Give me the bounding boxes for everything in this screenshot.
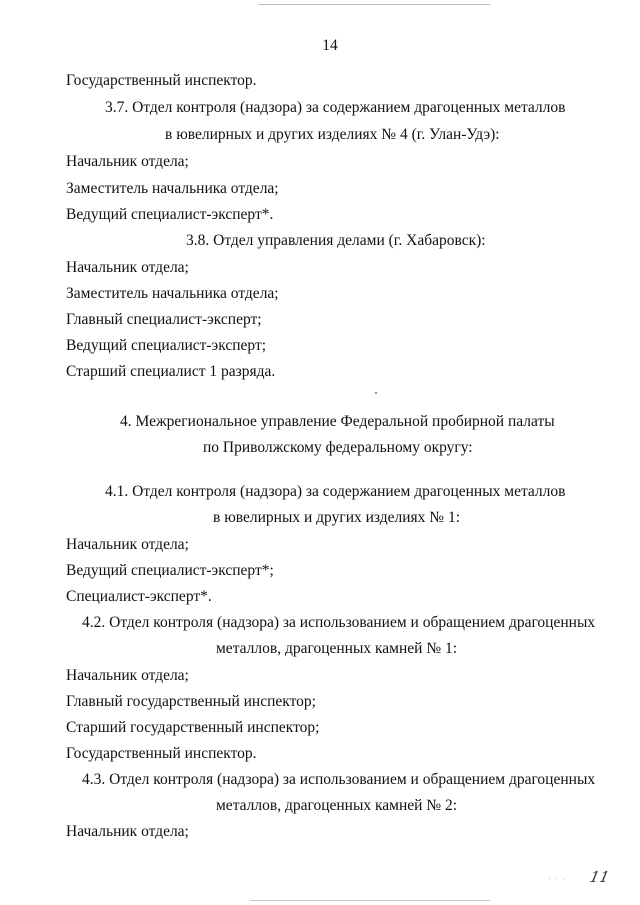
list-item: Главный государственный инспектор; bbox=[66, 693, 316, 710]
scan-speck bbox=[375, 392, 377, 394]
section-heading: металлов, драгоценных камней № 2: bbox=[216, 797, 458, 814]
scan-edge-top bbox=[258, 4, 490, 5]
list-item: Ведущий специалист-эксперт; bbox=[66, 337, 267, 354]
list-item: Старший специалист 1 разряда. bbox=[66, 363, 276, 380]
section-heading: 3.7. Отдел контроля (надзора) за содержанием драгоценных металлов bbox=[105, 99, 566, 116]
list-item: Старший государственный инспектор; bbox=[66, 719, 320, 736]
scan-marks: · · · bbox=[548, 874, 567, 884]
section-heading: 3.8. Отдел управления делами (г. Хабаровск): bbox=[186, 232, 486, 249]
list-item: Ведущий специалист-эксперт*; bbox=[66, 562, 274, 579]
list-item: Начальник отдела; bbox=[66, 667, 189, 684]
section-heading: в ювелирных и других изделиях № 1: bbox=[213, 509, 461, 526]
scan-edge-bottom bbox=[250, 900, 490, 901]
section-heading: металлов, драгоценных камней № 1: bbox=[216, 640, 458, 657]
text-line: Государственный инспектор. bbox=[66, 72, 257, 89]
folio-mark: 11 bbox=[588, 868, 612, 886]
list-item: Заместитель начальника отдела; bbox=[66, 180, 279, 197]
list-item: Заместитель начальника отдела; bbox=[66, 285, 279, 302]
section-heading: 4.3. Отдел контроля (надзора) за использованием и обращением драгоценных bbox=[82, 771, 596, 788]
list-item: Начальник отдела; bbox=[66, 536, 189, 553]
section-heading: в ювелирных и других изделиях № 4 (г. Улан-Удэ): bbox=[165, 126, 500, 143]
region-heading: по Приволжскому федеральному округу: bbox=[203, 439, 473, 456]
list-item: Ведущий специалист-эксперт*. bbox=[66, 206, 274, 223]
page-number: 14 bbox=[322, 37, 338, 54]
section-heading: 4.2. Отдел контроля (надзора) за использованием и обращением драгоценных bbox=[82, 614, 596, 631]
list-item: Специалист-эксперт*. bbox=[66, 588, 212, 605]
list-item: Главный специалист-эксперт; bbox=[66, 311, 262, 328]
list-item: Начальник отдела; bbox=[66, 259, 189, 276]
region-heading: 4. Межрегиональное управление Федеральной пробирной палаты bbox=[120, 413, 555, 430]
list-item: Государственный инспектор. bbox=[66, 745, 257, 762]
list-item: Начальник отдела; bbox=[66, 153, 189, 170]
list-item: Начальник отдела; bbox=[66, 823, 189, 840]
section-heading: 4.1. Отдел контроля (надзора) за содержанием драгоценных металлов bbox=[105, 483, 566, 500]
